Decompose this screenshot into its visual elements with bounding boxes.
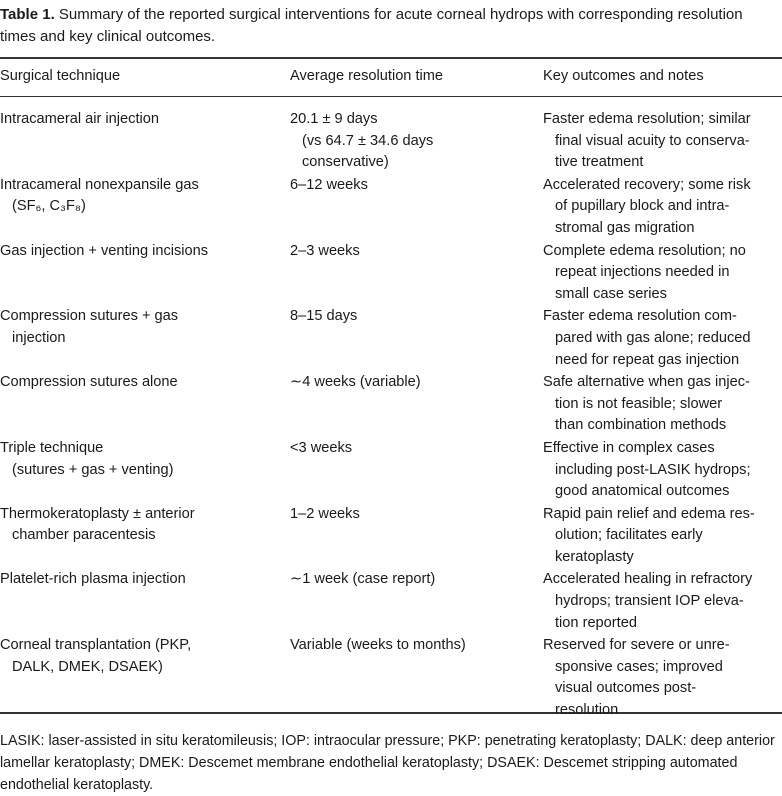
cell-line: conservative) <box>302 154 389 171</box>
cell-line: 2–3 weeks <box>290 242 360 259</box>
cell-line: Corneal transplantation (PKP, <box>0 637 192 654</box>
cell-line: than combination methods <box>555 417 727 434</box>
cell-line: including post-LASIK hydrops; <box>555 461 751 478</box>
cell-line: good anatomical outcomes <box>555 483 730 500</box>
cell-line: Safe alternative when gas injec- <box>543 374 750 391</box>
header-average-resolution-time: Average resolution time <box>290 68 444 84</box>
resolution-time-cell <box>290 438 543 504</box>
cell-line: ∼1 week (case report) <box>290 571 436 588</box>
outcomes-cell <box>543 97 782 175</box>
header-surgical-technique: Surgical technique <box>0 68 121 84</box>
technique-cell <box>0 504 290 570</box>
cell-line: keratoplasty <box>555 548 634 565</box>
cell-line: Intracameral nonexpansile gas <box>0 176 199 193</box>
technique-cell <box>0 306 290 372</box>
technique-cell <box>0 175 290 241</box>
technique-cell <box>0 372 290 438</box>
outcomes-cell <box>543 241 782 307</box>
header-key-outcomes: Key outcomes and notes <box>543 68 704 84</box>
table-label: Table 1. <box>0 6 55 23</box>
cell-line: tive treatment <box>555 154 644 171</box>
cell-line: resolution <box>555 702 619 719</box>
outcomes-cell <box>543 635 782 722</box>
cell-line: (vs 64.7 ± 34.6 days <box>302 132 434 149</box>
table-row <box>0 306 782 372</box>
table-row <box>0 438 782 504</box>
cell-line: Thermokeratoplasty ± anterior <box>0 505 195 522</box>
cell-line: sponsive cases; improved <box>555 658 723 675</box>
resolution-time-cell <box>290 504 543 570</box>
cell-line: 8–15 days <box>290 308 358 325</box>
table-row <box>0 372 782 438</box>
cell-line: Rapid pain relief and edema res- <box>543 505 755 522</box>
cell-line: need for repeat gas injection <box>555 351 740 368</box>
resolution-time-cell <box>290 175 543 241</box>
table-row <box>0 241 782 307</box>
resolution-time-cell <box>290 372 543 438</box>
table-row <box>0 97 782 175</box>
cell-line: ∼4 weeks (variable) <box>290 374 421 391</box>
cell-line: of pupillary block and intra- <box>555 198 730 215</box>
cell-line: 1–2 weeks <box>290 505 360 522</box>
outcomes-cell <box>543 372 782 438</box>
cell-line: Platelet-rich plasma injection <box>0 571 186 588</box>
cell-line: hydrops; transient IOP eleva- <box>555 593 744 610</box>
cell-line: tion reported <box>555 614 637 631</box>
cell-line: (sutures + gas + venting) <box>12 461 174 478</box>
top-rule <box>0 57 782 59</box>
cell-line: olution; facilitates early <box>555 527 703 544</box>
cell-line: Faster edema resolution com- <box>543 308 737 325</box>
cell-line: stromal gas migration <box>555 219 695 236</box>
cell-line: <3 weeks <box>290 439 353 456</box>
technique-cell <box>0 635 290 722</box>
cell-line: pared with gas alone; reduced <box>555 329 751 346</box>
table-row <box>0 175 782 241</box>
cell-line: Complete edema resolution; no <box>543 242 746 259</box>
cell-line: visual outcomes post- <box>555 680 697 697</box>
resolution-time-cell <box>290 241 543 307</box>
cell-line: Triple technique <box>0 439 104 456</box>
cell-line: small case series <box>555 285 667 302</box>
cell-line: Compression sutures + gas <box>0 308 179 325</box>
cell-line: Faster edema resolution; similar <box>543 111 751 127</box>
table-row <box>0 504 782 570</box>
cell-line: Accelerated healing in refractory <box>543 571 753 588</box>
outcomes-cell <box>543 438 782 504</box>
technique-cell <box>0 241 290 307</box>
table-caption <box>0 4 780 48</box>
resolution-time-cell <box>290 306 543 372</box>
cell-line: Effective in complex cases <box>543 439 715 456</box>
cell-line: Accelerated recovery; some risk <box>543 176 751 193</box>
technique-cell <box>0 97 290 175</box>
table-row <box>0 635 782 722</box>
resolution-time-cell <box>290 97 543 175</box>
outcomes-cell <box>543 175 782 241</box>
outcomes-cell <box>543 504 782 570</box>
cell-line: final visual acuity to conserva- <box>555 132 750 149</box>
caption-text: Summary of the reported surgical interventions for acute corneal hydrops with corresponding resolution times and key clinical outcomes. <box>0 6 743 45</box>
cell-line: Intracameral air injection <box>0 111 159 127</box>
cell-line: (SF₆, C₃F₈) <box>12 198 86 215</box>
cell-line: chamber paracentesis <box>12 527 156 544</box>
cell-line: DALK, DMEK, DSAEK) <box>12 658 163 675</box>
outcomes-cell <box>543 569 782 635</box>
technique-cell <box>0 569 290 635</box>
technique-cell <box>0 438 290 504</box>
header-row <box>0 66 782 97</box>
cell-line: Reserved for severe or unre- <box>543 637 730 654</box>
cell-line: injection <box>12 329 66 346</box>
outcomes-cell <box>543 306 782 372</box>
cell-line: Gas injection + venting incisions <box>0 242 209 259</box>
cell-line: Compression sutures alone <box>0 374 178 391</box>
resolution-time-cell <box>290 569 543 635</box>
cell-line: tion is not feasible; slower <box>555 395 723 412</box>
cell-line: Variable (weeks to months) <box>290 637 466 654</box>
cell-line: 20.1 ± 9 days <box>290 111 378 127</box>
table-row <box>0 569 782 635</box>
cell-line: repeat injections needed in <box>555 264 730 281</box>
resolution-time-cell <box>290 635 543 722</box>
table-footnote: LASIK: laser-assisted in situ keratomileusis; IOP: intraocular pressure; PKP: penetrating keratoplasty; DALK: deep anterior lamellar keratoplasty; DMEK: Descemet membrane endothelial keratoplasty; DSAEK: Descemet stripping automated endothelial keratoplasty. <box>0 733 775 793</box>
cell-line: 6–12 weeks <box>290 176 368 193</box>
interventions-table <box>0 66 782 723</box>
